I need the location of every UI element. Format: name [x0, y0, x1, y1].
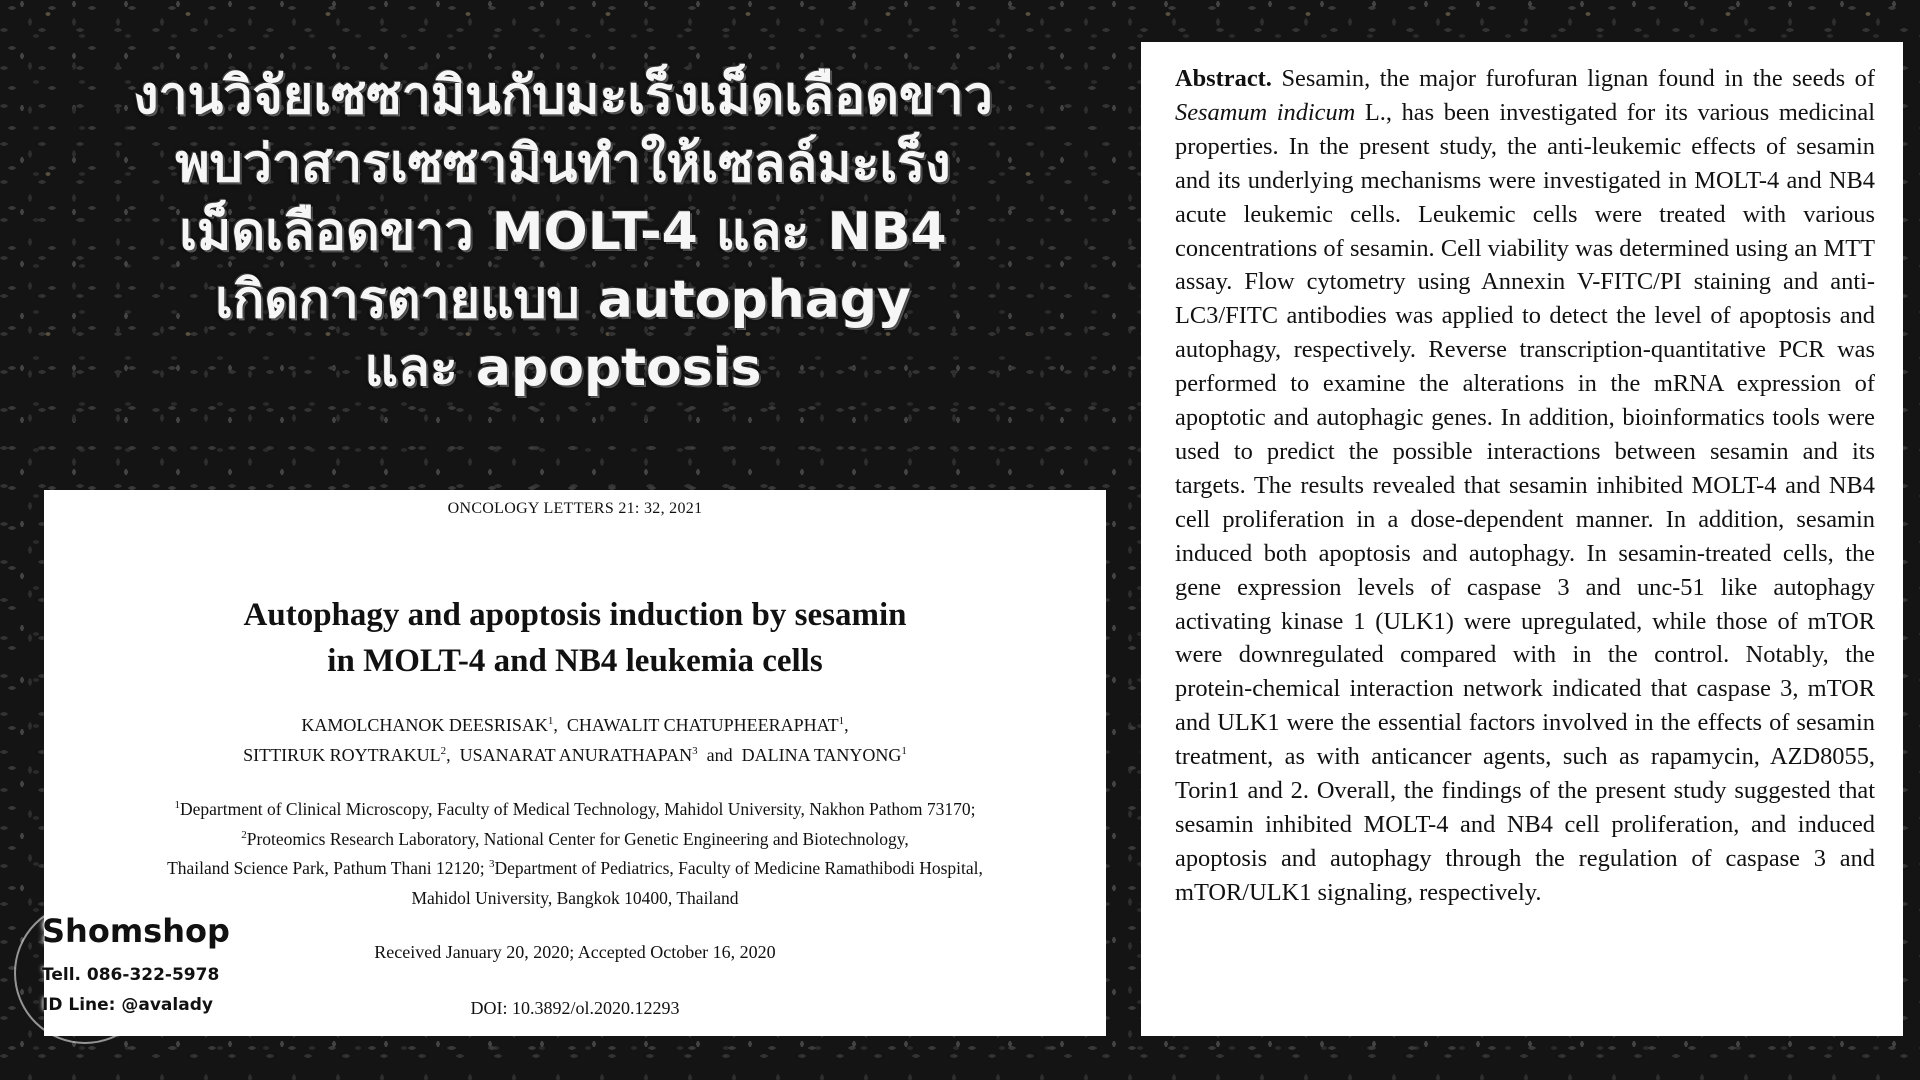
author-name: KAMOLCHANOK DEESRISAK [301, 715, 548, 735]
affiliations [44, 795, 1106, 913]
author-name: USANARAT ANURATHAPAN [459, 745, 693, 765]
affiliation-sup: 1 [174, 799, 180, 812]
thai-headline [18, 62, 1108, 402]
author-sup: 1 [901, 745, 907, 757]
affiliation-sup: 2 [241, 828, 247, 841]
abstract-text-1: Sesamin, the major furofuran lignan found in the seeds of [1271, 65, 1875, 92]
watermark-line-id: ID Line: @avalady [42, 995, 213, 1015]
paper-title [44, 592, 1106, 684]
author-line-2: SITTIRUK ROYTRAKUL$^2$, USANARAT ANURATHAPAN$^3$ and DALINA TANYONG$^1$ [243, 745, 907, 765]
affiliation-line-2 [44, 825, 1106, 855]
headline-line-1: งานวิจัยเซซามินกับมะเร็งเม็ดเลือดขาว [133, 66, 993, 126]
author-sup: 1 [547, 715, 554, 727]
abstract-paragraph [1175, 62, 1875, 910]
watermark-phone: Tell. 086-322-5978 [42, 965, 220, 985]
author-name: DALINA TANYONG [741, 745, 902, 765]
watermark-shop-name: Shomshop [42, 912, 230, 950]
author-sup: 1 [838, 715, 845, 727]
affiliation-text: Thailand Science Park, Pathum Thani 12120; [167, 858, 489, 878]
headline-line-4: เกิดการตายแบบ autophagy [215, 270, 911, 330]
headline-line-3: เม็ดเลือดขาว MOLT-4 และ NB4 [179, 202, 947, 262]
headline-line-5: และ apoptosis [364, 338, 762, 398]
author-and: and [706, 745, 733, 765]
journal-citation: ONCOLOGY LETTERS 21: 32, 2021 [447, 500, 703, 517]
paper-title-line-1: Autophagy and apoptosis induction by sesamin [243, 597, 907, 633]
abstract-text-2: L., has been investigated for its various medicinal properties. In the present study, the anti-leukemic effects of sesamin and its underlying mechanisms were investigated in MOLT-4 and NB4 acute leukemic cells. Leukemic cells were treated with various concentrations of sesamin. Cell viability was determined using an MTT assay. Flow cytometry using Annexin V-FITC/PI staining and anti-LC3/FITC antibodies was applied to detect the level of apoptosis and autophagy, respectively. Reverse transcription-quantitative PCR was performed to examine the alterations in the mRNA expression of apoptotic and autophagic genes. In addition, bioinformatics tools were used to predict the possible interactions between sesamin and its targets. The results revealed that sesamin inhibited MOLT-4 and NB4 cell proliferation in a dose-dependent manner. In addition, sesamin induced both apoptosis and autophagy. In sesamin-treated cells, the gene expression levels of caspase 3 and unc-51 like autophagy activating kinase 1 (ULK1) were upregulated, while those of mTOR were downregulated compared with in the control. Notably, the protein-chemical interaction network indicated that caspase 3, mTOR and ULK1 were the essential factors involved in the effects of sesamin treatment, as with anticancer agents, such as rapamycin, AZD8055, Torin1 and 2. Overall, the findings of the present study suggested that sesamin inhibited MOLT-4 and NB4 cell proliferation, and induced apoptosis and autophagy through the regulation of caspase 3 and mTOR/ULK1 signaling, respectively. [1175, 98, 1875, 906]
shop-watermark [40, 910, 250, 1030]
received-dates: Received January 20, 2020; Accepted October 16, 2020 [374, 942, 776, 962]
author-list [44, 710, 1106, 770]
author-name: SITTIRUK ROYTRAKUL [243, 745, 441, 765]
doi-link[interactable]: DOI: 10.3892/ol.2020.12293 [470, 998, 680, 1018]
affiliation-line-1 [44, 795, 1106, 825]
abstract-label: Abstract. [1175, 65, 1272, 92]
affiliation-sup: 3 [488, 858, 495, 871]
affiliation-line-3 [44, 854, 1106, 884]
author-sup: 2 [440, 745, 447, 757]
paper-title-line-2: in MOLT-4 and NB4 leukemia cells [327, 643, 823, 679]
author-sup: 3 [692, 745, 698, 757]
affiliation-text: Department of Pediatrics, Faculty of Medicine Ramathibodi Hospital, [494, 858, 983, 878]
author-name: CHAWALIT CHATUPHEERAPHAT [566, 715, 839, 735]
abstract-species: Sesamum indicum [1175, 98, 1356, 126]
affiliation-line-4: Mahidol University, Bangkok 10400, Thailand [411, 887, 739, 908]
author-line-1: KAMOLCHANOK DEESRISAK$^1$, CHAWALIT CHATUPHEERAPHAT$^1$, [301, 715, 849, 735]
affiliation-text: Department of Clinical Microscopy, Faculty of Medical Technology, Mahidol University, Nakhon Pathom 73170; [179, 799, 976, 819]
affiliation-text: Proteomics Research Laboratory, National Center for Genetic Engineering and Biotechnology, [246, 828, 909, 849]
headline-line-2: พบว่าสารเซซามินทำให้เซลล์มะเร็ง [175, 134, 951, 194]
abstract-card [1141, 42, 1903, 1036]
